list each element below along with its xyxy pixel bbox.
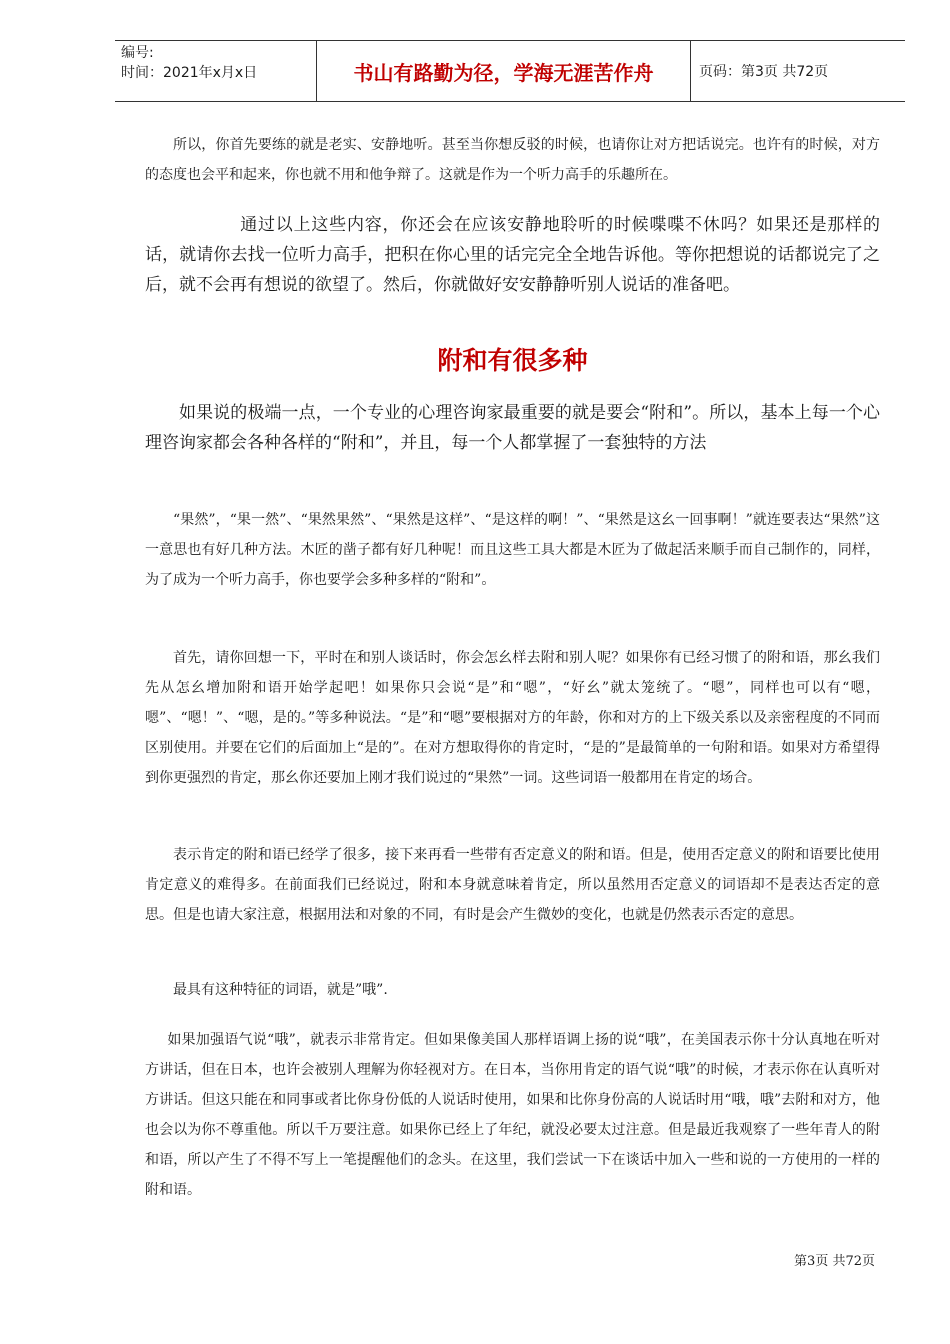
- paragraph-5: 首先，请你回想一下，平时在和别人谈话时，你会怎幺样去附和别人呢？如果你有已经习惯了的附和语，那幺我们先从怎幺增加附和语开始学起吧！如果你只会说“是”和“嗯”，“好幺”就太笼统了。“嗯”，同样也可以有“嗯，嗯”、“嗯！”、“嗯，是的。”等多种说法。“是”和“嗯”要根据对方的年龄，你和对方的上下级关系以及亲密程度的不同而区别使用。并要在它们的后面加上“是的”。在对方想取得你的肯定时，“是的”是最简单的一句附和语。如果对方希望得到你更强烈的肯定，那幺你还要加上刚才我们说过的“果然”一词。这些词语一般都用在肯定的场合。: [145, 650, 880, 786]
- paragraph-8: 如果加强语气说“哦”，就表示非常肯定。但如果像美国人那样语调上扬的说“哦”，在美国表示你十分认真地在听对方讲话，但在日本，也许会被别人理解为你轻视对方。在日本，当你用肯定的语气说“哦”的时候，才表示你在认真听对方讲话。但这只能在和同事或者比你身份低的人说话时使用，如果和比你身份高的人说话时用“哦，哦”去附和对方，他也会以为你不尊重他。所以千万要注意。如果你已经上了年纪，就没必要太过注意。但是最近我观察了一些年青人的附和语，所以产生了不得不写上一笔提醒他们的念头。在这里，我们尝试一下在谈话中加入一些和说的一方使用的一样的附和语。: [145, 1032, 880, 1198]
- header-time-label: 时间：2021年x月x日: [121, 65, 258, 81]
- paragraph-6: 表示肯定的附和语已经学了很多，接下来再看一些带有否定意义的附和语。但是，使用否定意义的附和语要比使用肯定意义的难得多。在前面我们已经说过，附和本身就意味着肯定，所以虽然用否定意义的词语却不是表达否定的意思。但是也请大家注意，根据用法和对象的不同，有时是会产生微妙的变化，也就是仍然表示否定的意思。: [145, 847, 880, 923]
- paragraph-1: 所以，你首先要练的就是老实、安静地听。甚至当你想反驳的时候，也请你让对方把话说完。也许有的时候，对方的态度也会平和起来，你也就不用和他争辩了。这就是作为一个听力高手的乐趣所在。: [145, 137, 880, 183]
- paragraph-7: 最具有这种特征的词语，就是”哦”.: [173, 982, 388, 998]
- paragraph-4: “果然”，“果一然”、“果然果然”、“果然是这样”、“是这样的啊！”、“果然是这幺一回事啊！”就连要表达“果然”这一意思也有好几种方法。木匠的凿子都有好几种呢！而且这些工具大都是木匠为了做起活来顺手而自己制作的，同样，为了成为一个听力高手，你也要学会多种多样的“附和”。: [145, 512, 880, 588]
- header-page-label: 页码：第3页 共72页: [699, 64, 829, 80]
- paragraph-2: 通过以上这些内容，你还会在应该安静地聆听的时候喋喋不休吗？如果还是那样的话，就请你去找一位听力高手，把积在你心里的话完完全全地告诉他。等你把想说的话都说完了之后，就不会再有想说的欲望了。然后，你就做好安安静静听别人说话的准备吧。: [145, 215, 880, 295]
- page-header: [115, 40, 905, 102]
- header-meta: [115, 41, 317, 101]
- page-footer: 第3页 共72页: [794, 1254, 875, 1269]
- paragraph-3: 如果说的极端一点，一个专业的心理咨询家最重要的就是要会“附和”。所以，基本上每一个心理咨询家都会各种各样的“附和”，并且，每一个人都掌握了一套独特的方法: [145, 403, 880, 453]
- section-title: 附和有很多种: [437, 346, 588, 375]
- header-motto: 书山有路勤为径，学海无涯苦作舟: [317, 41, 691, 101]
- header-code-label: 编号:: [121, 45, 154, 61]
